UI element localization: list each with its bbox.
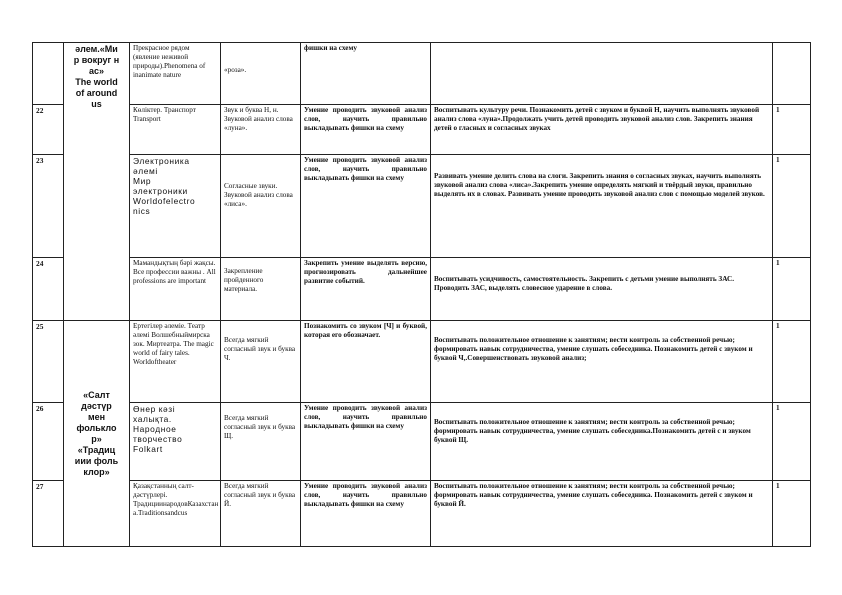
hours-value: 1 [776, 156, 780, 164]
theme-cell [64, 321, 130, 547]
hours-cell [773, 43, 811, 105]
content-cell [301, 321, 431, 403]
content-text: Умение проводить звуковой анализ слов, научить правильно выкладывать фишки на схему [304, 156, 427, 182]
goals-text: Воспитывать усидчивость, самостоятельность. Закрепить с детьми умение выполнять ЗАС. Проводить ЗАС, выделять словесное ударение в слова. [434, 275, 735, 292]
hours-cell [773, 403, 811, 481]
row-number: 22 [33, 105, 64, 155]
sound-text: Звук и буква Н, н. Звуковой анализ слова «луна». [224, 106, 293, 132]
sound-text: Всегда мягкий согласный звук и буква Й. [224, 482, 296, 508]
table-row [33, 481, 811, 547]
hours-cell [773, 105, 811, 155]
content-cell [301, 105, 431, 155]
goals-text: Воспитывать положительное отношение к занятиям; вести контроль за собственной речью; формировать навык сотрудничества, умение слушать собеседника. Познакомить детей с звуком и буквой Ч,.Совершенствовать звуковой анализ; [434, 336, 753, 362]
sound-cell [221, 258, 301, 321]
topic-text: Прекрасное рядом (явление неживой природы).Phenomena of inanimate nature [133, 44, 206, 79]
sound-text: Закрепление пройденного материала. [224, 267, 264, 293]
table-row [33, 105, 811, 155]
topic-cell [130, 105, 221, 155]
table-row [33, 403, 811, 481]
topic-cell [130, 321, 221, 403]
sound-text: Всегда мягкий согласный звук и буква Ч. [224, 336, 296, 362]
goals-text: Воспитывать положительное отношение к занятиям; вести контроль за собственной речью; формировать навык сотрудничества, умение слушать собеседника. Познакомить детей с звуком и буквой Й. [434, 482, 753, 508]
content-text: Умение проводить звуковой анализ слов, научить правильно выкладывать фишки на схему [304, 482, 427, 508]
content-text: Умение проводить звуковой анализ слов, научить правильно выкладывать фишки на схему [304, 404, 427, 430]
sound-text: «роза». [224, 66, 247, 74]
topic-text: Ертегілер әлеміе. Театр әлемі Волшебныймирска зок. Миртеатра. The magic world of fairy tales. Worldoftheater [133, 322, 214, 366]
topic-text: Өнер кәзі халықта. Народное творчество Folkart [133, 404, 183, 454]
sound-cell [221, 403, 301, 481]
theme-title: әлем.«Ми р вокруг н ас» The world of around us [73, 44, 120, 109]
row-number: 23 [33, 155, 64, 258]
row-number: 24 [33, 258, 64, 321]
content-text: Умение проводить звуковой анализ слов, научить правильно выкладывать фишки на схему [304, 106, 427, 132]
hours-cell [773, 258, 811, 321]
hours-value: 1 [776, 259, 780, 267]
content-cell [301, 481, 431, 547]
hours-value: 1 [776, 482, 780, 490]
sound-text: Всегда мягкий согласный звук и буква Щ. [224, 414, 296, 440]
row-number: 26 [33, 403, 64, 481]
topic-cell [130, 155, 221, 258]
sound-cell [221, 105, 301, 155]
topic-cell [130, 43, 221, 105]
table-row [33, 258, 811, 321]
goals-cell [431, 43, 773, 105]
table-row [33, 43, 811, 105]
hours-value: 1 [776, 106, 780, 114]
topic-text: Қазақстанның салт-дәстүрлері. ТрадициинародовКазахстан a.Traditionsandcus [133, 482, 219, 517]
sound-cell [221, 155, 301, 258]
topic-text: Электроника әлемі Мир электроники Worldofelectro nics [133, 156, 196, 216]
hours-cell [773, 321, 811, 403]
theme-title: «Салт дәстүр мен фолькло р» «Традиц иии фоль клор» [74, 389, 119, 477]
hours-cell [773, 155, 811, 258]
content-text: Познакомить со звуком [Ч] и буквой, которая его обозначает. [304, 322, 427, 339]
row-number: 27 [33, 481, 64, 547]
topic-text: Мамандықтың бәрі жақсы. Все профессии важны . All professions are important [133, 259, 216, 285]
content-text: Закрепить умение выделять версию, прогнозировать дальнейшее развитие событий. [304, 259, 427, 285]
goals-text: Развивать умение делить слова на слоги. Закрепить знания о согласных звуках, научить выполнять звуковой анализ слова «лиса».Закрепить умение определять мягкий и твёрдый звуки, правильно выделять их в словах. Развивать умение проводить звуковой анализ слов с помощью моделей звуков. [434, 172, 765, 198]
theme-cell [64, 43, 130, 321]
goals-cell [431, 105, 773, 155]
sound-cell [221, 481, 301, 547]
table-row [33, 321, 811, 403]
content-cell [301, 258, 431, 321]
goals-cell [431, 321, 773, 403]
table-row [33, 155, 811, 258]
goals-cell [431, 258, 773, 321]
hours-cell [773, 481, 811, 547]
lesson-plan-table [32, 42, 811, 547]
content-cell [301, 403, 431, 481]
topic-cell [130, 403, 221, 481]
hours-value: 1 [776, 322, 780, 330]
content-cell [301, 155, 431, 258]
topic-cell [130, 258, 221, 321]
goals-cell [431, 403, 773, 481]
topic-text: Көліктер. Транспорт Transport [133, 106, 196, 123]
sound-cell [221, 43, 301, 105]
goals-cell [431, 155, 773, 258]
sound-text: Согласные звуки. Звуковой анализ слова «лиса». [224, 182, 293, 208]
row-number [33, 43, 64, 105]
sound-cell [221, 321, 301, 403]
content-text: фишки на схему [304, 44, 357, 52]
hours-value: 1 [776, 404, 780, 412]
topic-cell [130, 481, 221, 547]
goals-text: Воспитывать культуру речи. Познакомить детей с звуком и буквой Н, научить выполнять звуковой анализ слова «луна».Продолжать учить детей проводить звуковой анализ слов. Закрепить знания детей о гласных и согласных звуках [434, 106, 760, 132]
goals-text: Воспитывать положительное отношение к занятиям; вести контроль за собственной речью; формировать навык сотрудничества, умение слушать собеседника.Познакомить детей с и звуком буквой Щ. [434, 418, 751, 444]
row-number: 25 [33, 321, 64, 403]
content-cell [301, 43, 431, 105]
goals-cell [431, 481, 773, 547]
